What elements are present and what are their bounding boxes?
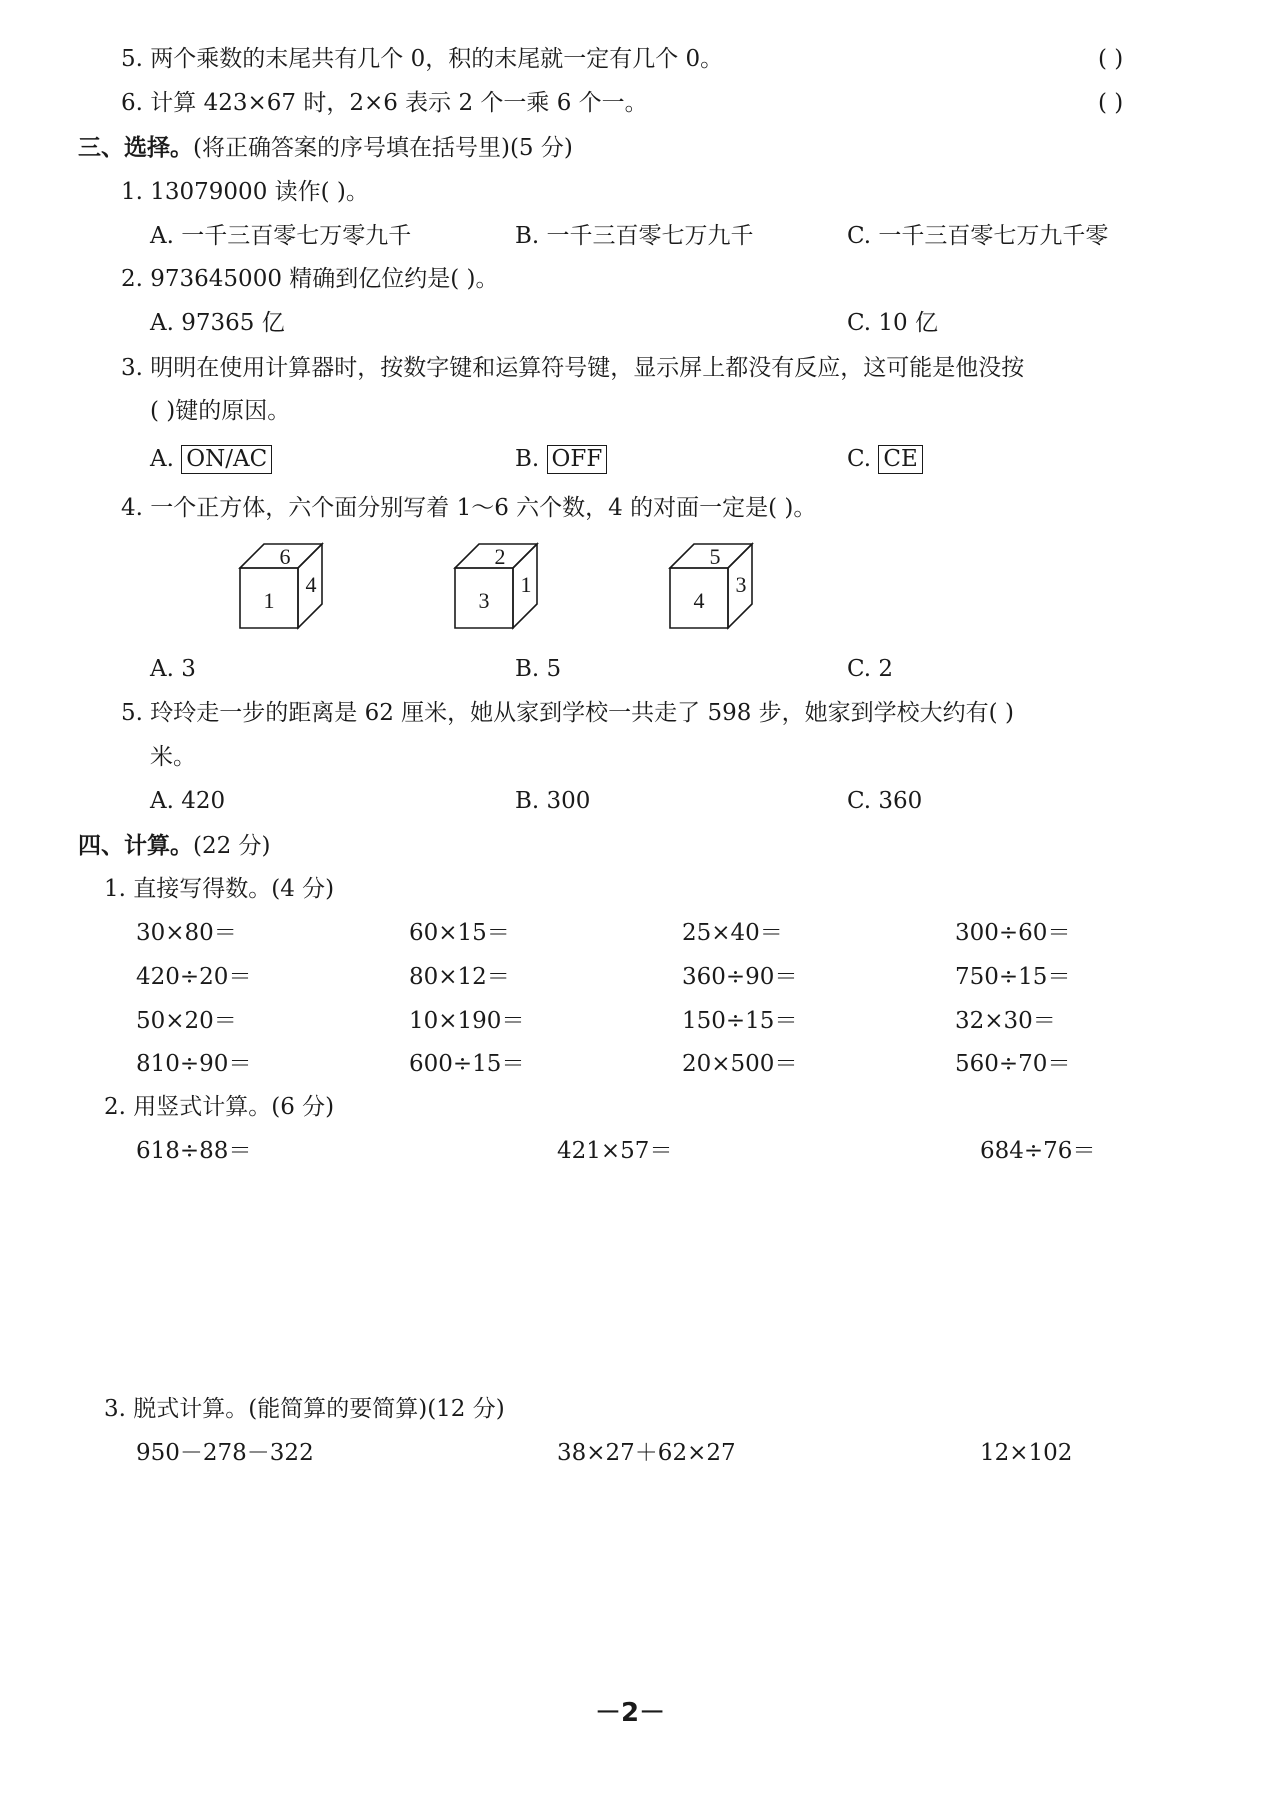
mental-calc-cell: 60×15＝: [409, 920, 510, 946]
calculator-key-off: OFF: [547, 445, 608, 474]
answer-blank[interactable]: ( ): [1098, 90, 1124, 116]
step-calc-item: 950－278－322: [136, 1440, 314, 1466]
judge-item-number: 5.: [121, 46, 143, 72]
option-c[interactable]: C. 一千三百零七万九千零: [847, 223, 1109, 249]
mental-calc-cell: 150÷15＝: [682, 1008, 798, 1034]
mental-calc-cell: 600÷15＝: [409, 1051, 525, 1077]
part-1-title: 1. 直接写得数。(4 分): [104, 876, 335, 902]
option-c[interactable]: C. 2: [847, 656, 894, 682]
option-label: C.: [847, 446, 872, 472]
cube-side-number: 3: [735, 572, 747, 597]
cube-1: [240, 544, 322, 628]
page-number: －2－: [595, 1698, 666, 1728]
part-2-title: 2. 用竖式计算。(6 分): [104, 1094, 335, 1120]
mental-calc-cell: 50×20＝: [136, 1008, 237, 1034]
option-a[interactable]: A. 420: [150, 788, 226, 814]
cube-figures: [225, 540, 785, 640]
question-4-stem: 4. 一个正方体，六个面分别写着 1～6 六个数，4 的对面一定是( )。: [121, 495, 817, 521]
mental-calc-cell: 32×30＝: [955, 1008, 1056, 1034]
mental-calc-cell: 810÷90＝: [136, 1051, 252, 1077]
cube-front-number: 3: [478, 588, 490, 613]
question-2-stem: 2. 973645000 精确到亿位约是( )。: [121, 266, 499, 292]
question-3-stem-line1: 3. 明明在使用计算器时，按数字键和运算符号键，显示屏上都没有反应，这可能是他没按: [121, 355, 1025, 381]
mental-calc-cell: 420÷20＝: [136, 964, 252, 990]
cube-front-number: 1: [263, 588, 275, 613]
answer-blank[interactable]: ( ): [1098, 46, 1124, 72]
option-a[interactable]: A. 3: [150, 656, 196, 682]
mental-calc-cell: 560÷70＝: [955, 1051, 1071, 1077]
mental-calc-cell: 300÷60＝: [955, 920, 1071, 946]
option-b[interactable]: [515, 445, 607, 474]
calculator-key-on-ac: ON/AC: [181, 445, 272, 474]
mental-calc-cell: 10×190＝: [409, 1008, 525, 1034]
part-3-title: 3. 脱式计算。(能简算的要简算)(12 分): [104, 1396, 505, 1422]
step-calc-item: 38×27＋62×27: [557, 1440, 736, 1466]
option-c[interactable]: [847, 445, 923, 474]
option-a[interactable]: [150, 445, 272, 474]
option-b[interactable]: B. 300: [515, 788, 591, 814]
mental-calc-cell: 360÷90＝: [682, 964, 798, 990]
cube-top-number: 5: [709, 544, 721, 569]
vertical-calc-item: 421×57＝: [557, 1138, 673, 1164]
question-5-stem-line1: 5. 玲玲走一步的距离是 62 厘米，她从家到学校一共走了 598 步，她家到学校大约有( ): [121, 700, 1014, 726]
option-label: B.: [515, 446, 540, 472]
section-3-title: 三、选择。: [78, 135, 193, 161]
section-4-title: 四、计算。: [78, 833, 193, 859]
judge-item-5: [121, 48, 723, 71]
option-a[interactable]: A. 一千三百零七万零九千: [150, 223, 412, 249]
option-c[interactable]: C. 10 亿: [847, 310, 938, 336]
section-3-note: (将正确答案的序号填在括号里)(5 分): [193, 135, 573, 161]
option-label: A.: [150, 446, 174, 472]
cube-top-number: 6: [279, 544, 291, 569]
mental-calc-cell: 80×12＝: [409, 964, 510, 990]
section-4-heading: [78, 835, 271, 858]
judge-item-number: 6.: [121, 90, 143, 116]
judge-item-text: 两个乘数的末尾共有几个 0，积的末尾就一定有几个 0。: [150, 46, 724, 72]
cube-2: [455, 544, 537, 628]
mental-calc-cell: 25×40＝: [682, 920, 783, 946]
judge-item-text: 计算 423×67 时，2×6 表示 2 个一乘 6 个一。: [150, 90, 648, 116]
step-calc-item: 12×102: [980, 1440, 1073, 1466]
calculator-key-ce: CE: [878, 445, 922, 474]
question-1-stem: 1. 13079000 读作( )。: [121, 179, 369, 205]
judge-item-6: [121, 92, 648, 115]
question-3-stem-line2: ( )键的原因。: [150, 398, 291, 424]
vertical-calc-item: 618÷88＝: [136, 1138, 252, 1164]
option-a[interactable]: A. 97365 亿: [150, 310, 285, 336]
mental-calc-cell: 750÷15＝: [955, 964, 1071, 990]
section-3-heading: [78, 137, 573, 160]
question-5-stem-line2: 米。: [150, 744, 196, 770]
option-b[interactable]: B. 5: [515, 656, 562, 682]
cube-side-number: 4: [305, 572, 317, 597]
option-c[interactable]: C. 360: [847, 788, 923, 814]
cube-front-number: 4: [693, 588, 705, 613]
mental-calc-cell: 20×500＝: [682, 1051, 798, 1077]
option-b[interactable]: B. 一千三百零七万九千: [515, 223, 754, 249]
cube-3: [670, 544, 752, 628]
mental-calc-cell: 30×80＝: [136, 920, 237, 946]
section-4-note: (22 分): [193, 833, 271, 859]
cube-top-number: 2: [494, 544, 506, 569]
vertical-calc-item: 684÷76＝: [980, 1138, 1096, 1164]
cube-side-number: 1: [520, 572, 532, 597]
